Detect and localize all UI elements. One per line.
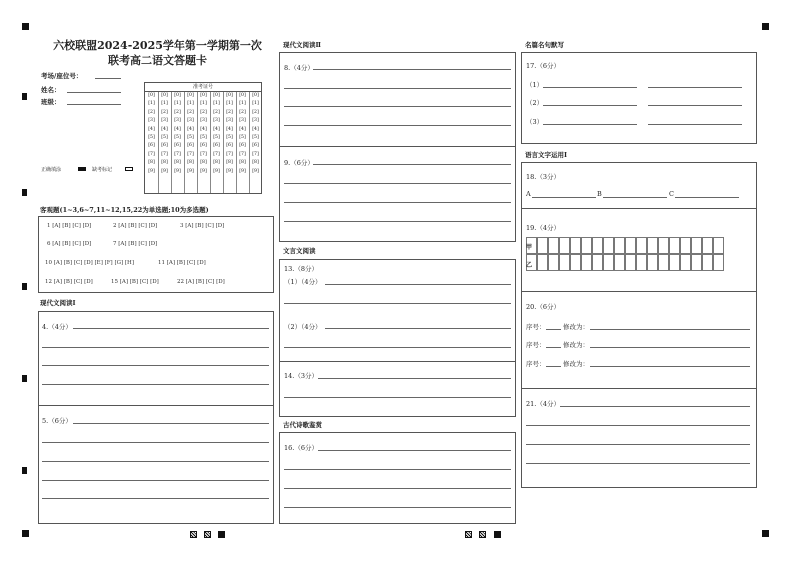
admission-digit-bubble[interactable]: [1]: [252, 101, 259, 107]
admission-digit-bubble[interactable]: [0]: [161, 93, 168, 98]
q4-line[interactable]: [42, 365, 269, 366]
q8-label: 8.（4分）: [284, 64, 314, 72]
q21-line[interactable]: [526, 425, 750, 426]
q9-line[interactable]: [284, 221, 511, 222]
admission-digit-bubble[interactable]: [3]: [148, 118, 155, 124]
admission-digit-bubble[interactable]: [3]: [161, 118, 168, 124]
corner-mark-tl: [22, 23, 29, 30]
q21-label: 21.（4分）: [526, 400, 560, 408]
q14-line[interactable]: [284, 397, 511, 398]
q20-seq-line[interactable]: [546, 329, 561, 330]
admission-digit-bubble[interactable]: [8]: [200, 160, 207, 166]
admission-digit-column[interactable]: [147, 92, 156, 176]
admission-column-divider: [249, 92, 250, 193]
q19-grid-cell[interactable]: [625, 237, 636, 254]
objective-q1[interactable]: 1 [A] [B] [C] [D]: [47, 223, 92, 229]
admission-digit-column[interactable]: [160, 92, 169, 176]
side-mark: [22, 93, 27, 100]
q18-option-a: A: [526, 190, 531, 198]
q20-fix-label: 修改为：: [563, 341, 589, 349]
admission-digit-bubble[interactable]: [8]: [226, 160, 233, 166]
reading2-title: 现代文阅读Ⅱ: [283, 41, 321, 49]
q21-line[interactable]: [560, 406, 750, 407]
q19-grid-cell[interactable]: [658, 237, 669, 254]
admission-column-divider: [158, 92, 159, 193]
admission-digit-bubble[interactable]: [2]: [161, 109, 168, 115]
admission-column-divider: [210, 92, 211, 193]
admission-digit-bubble[interactable]: [5]: [187, 135, 194, 141]
admission-digit-bubble[interactable]: [5]: [226, 135, 233, 141]
admission-digit-column[interactable]: [238, 92, 247, 176]
admission-digit-bubble[interactable]: [2]: [148, 109, 155, 115]
footer-mark-hatched: [190, 531, 197, 538]
admission-digit-bubble[interactable]: [8]: [148, 160, 155, 166]
q18-a-line[interactable]: [532, 197, 596, 198]
title-line-1: 六校联盟2024-2025学年第一学期第一次: [53, 39, 262, 52]
admission-digit-bubble[interactable]: [4]: [174, 126, 181, 132]
objective-q12[interactable]: 12 [A] [B] [C] [D]: [45, 279, 93, 285]
q19-row-jia: 甲: [526, 244, 533, 251]
q20-seq-line[interactable]: [546, 366, 561, 367]
side-mark: [22, 375, 27, 382]
q19-grid-cell[interactable]: [570, 237, 581, 254]
title-line-2: 联考高二语文答题卡: [108, 54, 207, 67]
admission-digit-bubble[interactable]: [8]: [161, 160, 168, 166]
admission-digit-column[interactable]: [225, 92, 234, 176]
admission-digit-bubble[interactable]: [3]: [226, 118, 233, 124]
classical-q14-box: [279, 361, 516, 417]
filled-mark-sample: [78, 167, 86, 171]
admission-column-divider: [184, 92, 185, 193]
admission-digit-bubble[interactable]: [0]: [174, 93, 181, 98]
admission-digit-column[interactable]: [186, 92, 195, 176]
q19-grid-cell[interactable]: [581, 254, 592, 271]
q4-line[interactable]: [42, 347, 269, 348]
q19-grid-cell[interactable]: [669, 254, 680, 271]
q16-line[interactable]: [284, 488, 511, 489]
q13-1-label: （1）（4分）: [284, 278, 322, 286]
admission-digit-bubble[interactable]: [5]: [252, 135, 259, 141]
q17-2-line-a[interactable]: [543, 105, 637, 106]
q9-label: 9.（6分）: [284, 159, 314, 167]
admission-digit-bubble[interactable]: [5]: [148, 135, 155, 141]
q18-c-line[interactable]: [675, 197, 739, 198]
reading2-q9-box: [279, 146, 516, 242]
corner-mark-br: [762, 530, 769, 537]
admission-digit-bubble[interactable]: [2]: [226, 109, 233, 115]
q19-grid-cell[interactable]: [680, 254, 691, 271]
q19-grid-cell[interactable]: [603, 254, 614, 271]
admission-digit-bubble[interactable]: [5]: [174, 135, 181, 141]
poetry-title: 古代诗歌鉴赏: [283, 421, 322, 429]
admission-digit-bubble[interactable]: [6]: [213, 143, 220, 149]
class-field[interactable]: [67, 104, 121, 105]
admission-digit-bubble[interactable]: [7]: [200, 151, 207, 157]
q17-2-label: （2）: [526, 99, 544, 107]
q13-label: 13.（8分）: [284, 265, 318, 273]
q19-grid-cell[interactable]: [614, 237, 625, 254]
q5-line[interactable]: [42, 498, 269, 499]
admission-digit-bubble[interactable]: [1]: [187, 101, 194, 107]
admission-digit-bubble[interactable]: [8]: [187, 160, 194, 166]
objective-q10[interactable]: 10 [A] [B] [C] [D] [E] [F] [G] [H]: [45, 260, 134, 266]
objective-q15[interactable]: 15 [A] [B] [C] [D]: [111, 279, 159, 285]
admission-digit-bubble[interactable]: [7]: [252, 151, 259, 157]
q4-label: 4.（4分）: [42, 323, 72, 331]
q20-seq-label: 序号：: [526, 360, 546, 368]
admission-digit-bubble[interactable]: [7]: [226, 151, 233, 157]
objective-q22[interactable]: 22 [A] [B] [C] [D]: [177, 279, 225, 285]
reading1-title: 现代文阅读Ⅰ: [40, 299, 76, 307]
q16-line[interactable]: [284, 507, 511, 508]
q19-grid-cell[interactable]: [581, 237, 592, 254]
q17-2-line-b[interactable]: [648, 105, 742, 106]
q19-grid-cell[interactable]: [636, 237, 647, 254]
language-title: 语言文字运用Ⅰ: [525, 151, 568, 159]
q19-grid-cell[interactable]: [537, 237, 548, 254]
q13-1-line[interactable]: [284, 303, 511, 304]
footer-mark-solid: [494, 531, 501, 538]
q20-fix-label: 修改为：: [563, 360, 589, 368]
q18-option-b: B: [597, 190, 602, 198]
q20-seq-label: 序号：: [526, 323, 546, 331]
admission-digit-bubble[interactable]: [6]: [174, 143, 181, 149]
q9-line[interactable]: [313, 164, 511, 165]
objective-q6[interactable]: 6 [A] [B] [C] [D]: [47, 241, 92, 247]
q19-grid-cell[interactable]: [702, 237, 713, 254]
admission-digit-bubble[interactable]: [2]: [200, 109, 207, 115]
admission-digit-bubble[interactable]: [7]: [174, 151, 181, 157]
q19-grid-cell[interactable]: [691, 237, 702, 254]
admission-digit-bubble[interactable]: [4]: [161, 126, 168, 132]
admission-digit-bubble[interactable]: [8]: [239, 160, 246, 166]
admission-digit-bubble[interactable]: [0]: [213, 93, 220, 98]
admission-digit-bubble[interactable]: [8]: [213, 160, 220, 166]
q19-grid-cell[interactable]: [702, 254, 713, 271]
admission-digit-bubble[interactable]: [6]: [239, 143, 246, 149]
q19-grid-cell[interactable]: [647, 254, 658, 271]
admission-digit-bubble[interactable]: [2]: [239, 109, 246, 115]
admission-digit-bubble[interactable]: [9]: [200, 168, 207, 174]
page-title: [40, 38, 275, 68]
q8-line[interactable]: [313, 69, 511, 70]
q14-label: 14.（3分）: [284, 372, 318, 380]
admission-digit-bubble[interactable]: [0]: [148, 93, 155, 98]
name-label: 姓名：: [41, 86, 61, 94]
admission-digit-bubble[interactable]: [1]: [174, 101, 181, 107]
objective-q2[interactable]: 2 [A] [B] [C] [D]: [113, 223, 158, 229]
admission-digit-bubble[interactable]: [9]: [213, 168, 220, 174]
objective-q3[interactable]: 3 [A] [B] [C] [D]: [180, 223, 225, 229]
admission-digit-bubble[interactable]: [7]: [148, 151, 155, 157]
admission-digit-bubble[interactable]: [9]: [161, 168, 168, 174]
admission-digit-bubble[interactable]: [9]: [148, 168, 155, 174]
footer-mark-hatched: [204, 531, 211, 538]
q18-label: 18.（3分）: [526, 173, 560, 181]
admission-digit-bubble[interactable]: [0]: [226, 93, 233, 98]
q8-line[interactable]: [284, 125, 511, 126]
q19-grid-cell[interactable]: [592, 237, 603, 254]
admission-digit-bubble[interactable]: [0]: [252, 93, 259, 98]
reading2-q8-box: [279, 52, 516, 147]
admission-digit-bubble[interactable]: [7]: [239, 151, 246, 157]
admission-digit-bubble[interactable]: [4]: [252, 126, 259, 132]
q8-line[interactable]: [284, 106, 511, 107]
admission-digit-bubble[interactable]: [2]: [252, 109, 259, 115]
admission-digit-bubble[interactable]: [8]: [252, 160, 259, 166]
admission-digit-bubble[interactable]: [6]: [161, 143, 168, 149]
admission-digit-bubble[interactable]: [4]: [200, 126, 207, 132]
admission-digit-bubble[interactable]: [9]: [187, 168, 194, 174]
q13-1-line[interactable]: [325, 284, 511, 285]
admission-digit-bubble[interactable]: [1]: [148, 101, 155, 107]
footer-mark-hatched: [465, 531, 472, 538]
q17-3-line-b[interactable]: [648, 124, 742, 125]
admission-digit-column[interactable]: [199, 92, 208, 176]
q17-1-line-b[interactable]: [648, 87, 742, 88]
q17-label: 17.（6分）: [526, 62, 560, 70]
admission-digit-bubble[interactable]: [4]: [239, 126, 246, 132]
q19-grid-cell[interactable]: [548, 254, 559, 271]
q18-option-c: C: [669, 190, 674, 198]
admission-digit-bubble[interactable]: [3]: [239, 118, 246, 124]
admission-digit-bubble[interactable]: [4]: [226, 126, 233, 132]
q20-fix-label: 修改为：: [563, 323, 589, 331]
q19-grid-cell[interactable]: [658, 254, 669, 271]
admission-digit-bubble[interactable]: [3]: [174, 118, 181, 124]
admission-digit-bubble[interactable]: [9]: [174, 168, 181, 174]
admission-digit-bubble[interactable]: [1]: [161, 101, 168, 107]
footer-mark-hatched: [479, 531, 486, 538]
q20-fix-line[interactable]: [590, 347, 750, 348]
admission-digit-column[interactable]: [251, 92, 260, 176]
q9-line[interactable]: [284, 202, 511, 203]
admission-digit-bubble[interactable]: [3]: [187, 118, 194, 124]
q19-grid-cell[interactable]: [570, 254, 581, 271]
q5-line[interactable]: [42, 442, 269, 443]
q13-2-line[interactable]: [325, 328, 511, 329]
q14-line[interactable]: [318, 378, 511, 379]
q5-line[interactable]: [42, 461, 269, 462]
q19-row-yi: 乙: [526, 262, 533, 269]
q19-grid-cell[interactable]: [592, 254, 603, 271]
class-label: 班级：: [41, 98, 61, 106]
objective-q7[interactable]: 7 [A] [B] [C] [D]: [113, 241, 158, 247]
q21-line[interactable]: [526, 444, 750, 445]
q19-grid-cell[interactable]: [636, 254, 647, 271]
admission-digit-bubble[interactable]: [5]: [239, 135, 246, 141]
q20-seq-label: 序号：: [526, 341, 546, 349]
admission-digit-bubble[interactable]: [6]: [252, 143, 259, 149]
q16-line[interactable]: [318, 450, 511, 451]
q17-1-line-a[interactable]: [543, 87, 637, 88]
admission-column-divider: [171, 92, 172, 193]
q9-line[interactable]: [284, 183, 511, 184]
admission-digit-bubble[interactable]: [5]: [213, 135, 220, 141]
q5-label: 5.（6分）: [42, 417, 72, 425]
admission-digit-bubble[interactable]: [1]: [239, 101, 246, 107]
admission-digit-bubble[interactable]: [8]: [174, 160, 181, 166]
admission-column-divider: [223, 92, 224, 193]
q19-grid-cell[interactable]: [559, 237, 570, 254]
q19-grid-cell[interactable]: [713, 237, 724, 254]
exam-room-label: 考场/座位号：: [41, 72, 83, 80]
q5-line[interactable]: [42, 480, 269, 481]
missing-mark-box[interactable]: [125, 167, 133, 171]
q19-grid-cell[interactable]: [669, 237, 680, 254]
side-mark: [22, 467, 27, 474]
admission-digit-bubble[interactable]: [6]: [148, 143, 155, 149]
side-mark: [22, 283, 27, 290]
admission-column-divider: [236, 92, 237, 193]
legend-correct-label: 正确填涂: [41, 167, 62, 173]
admission-digit-bubble[interactable]: [0]: [239, 93, 246, 98]
admission-digit-bubble[interactable]: [3]: [213, 118, 220, 124]
admission-digit-bubble[interactable]: [9]: [226, 168, 233, 174]
exam-room-field[interactable]: [95, 78, 121, 79]
admission-digit-bubble[interactable]: [1]: [200, 101, 207, 107]
q4-line[interactable]: [42, 384, 269, 385]
admission-digit-bubble[interactable]: [5]: [200, 135, 207, 141]
admission-number-grid[interactable]: [144, 82, 262, 194]
q21-line[interactable]: [526, 463, 750, 464]
admission-digit-bubble[interactable]: [7]: [187, 151, 194, 157]
q20-seq-line[interactable]: [546, 347, 561, 348]
q19-grid-cell[interactable]: [537, 254, 548, 271]
q13-2-label: （2）（4分）: [284, 323, 322, 331]
language-q18-box: [521, 162, 757, 209]
q5-line[interactable]: [73, 423, 269, 424]
q19-grid-cell[interactable]: [713, 254, 724, 271]
name-field[interactable]: [67, 92, 121, 93]
footer-mark-solid: [218, 531, 225, 538]
q17-3-label: （3）: [526, 118, 544, 126]
q8-line[interactable]: [284, 88, 511, 89]
admission-digit-bubble[interactable]: [7]: [213, 151, 220, 157]
q19-grid-cell[interactable]: [691, 254, 702, 271]
q19-grid-cell[interactable]: [603, 237, 614, 254]
q16-label: 16.（6分）: [284, 444, 318, 452]
admission-digit-bubble[interactable]: [1]: [213, 101, 220, 107]
q18-b-line[interactable]: [603, 197, 667, 198]
admission-digit-bubble[interactable]: [4]: [148, 126, 155, 132]
admission-digit-column[interactable]: [173, 92, 182, 176]
admission-digit-bubble[interactable]: [3]: [252, 118, 259, 124]
q20-label: 20.（6分）: [526, 303, 560, 311]
admission-digit-bubble[interactable]: [1]: [226, 101, 233, 107]
admission-digit-bubble[interactable]: [2]: [213, 109, 220, 115]
admission-digit-bubble[interactable]: [2]: [187, 109, 194, 115]
admission-digit-bubble[interactable]: [9]: [252, 168, 259, 174]
admission-digit-bubble[interactable]: [6]: [187, 143, 194, 149]
famous-title: 名篇名句默写: [525, 41, 564, 49]
reading1-q4-box: [38, 311, 274, 406]
objective-title: 客观题(1~3,6~7,11~12,15,22为单选题;10为多选题): [40, 206, 209, 214]
q19-grid-cell[interactable]: [647, 237, 658, 254]
q20-fix-line[interactable]: [590, 329, 750, 330]
q16-line[interactable]: [284, 469, 511, 470]
corner-mark-bl: [22, 530, 29, 537]
admission-digit-bubble[interactable]: [6]: [226, 143, 233, 149]
q19-grid-cell[interactable]: [548, 237, 559, 254]
q19-label: 19.（4分）: [526, 224, 560, 232]
admission-digit-bubble[interactable]: [4]: [213, 126, 220, 132]
admission-column-divider: [197, 92, 198, 193]
q20-fix-line[interactable]: [590, 366, 750, 367]
admission-digit-bubble[interactable]: [0]: [187, 93, 194, 98]
q4-line[interactable]: [73, 328, 269, 329]
q19-grid-cell[interactable]: [559, 254, 570, 271]
admission-digit-column[interactable]: [212, 92, 221, 176]
admission-digit-bubble[interactable]: [3]: [200, 118, 207, 124]
q17-3-line-a[interactable]: [543, 124, 637, 125]
classical-title: 文言文阅读: [283, 247, 316, 255]
admission-digit-bubble[interactable]: [4]: [187, 126, 194, 132]
side-mark: [22, 189, 27, 196]
q19-grid-cell[interactable]: [680, 237, 691, 254]
admission-digit-bubble[interactable]: [7]: [161, 151, 168, 157]
admission-title: 准考证号: [145, 83, 261, 92]
q19-grid-cell[interactable]: [625, 254, 636, 271]
admission-digit-bubble[interactable]: [2]: [174, 109, 181, 115]
q19-grid-cell[interactable]: [614, 254, 625, 271]
admission-digit-bubble[interactable]: [5]: [161, 135, 168, 141]
admission-digit-bubble[interactable]: [0]: [200, 93, 207, 98]
q17-1-label: （1）: [526, 81, 544, 89]
legend-missing-label: 缺考标记: [92, 167, 113, 173]
corner-mark-tr: [762, 23, 769, 30]
objective-q11[interactable]: 11 [A] [B] [C] [D]: [158, 260, 206, 266]
admission-digit-bubble[interactable]: [6]: [200, 143, 207, 149]
q13-2-line[interactable]: [284, 347, 511, 348]
admission-digit-bubble[interactable]: [9]: [239, 168, 246, 174]
